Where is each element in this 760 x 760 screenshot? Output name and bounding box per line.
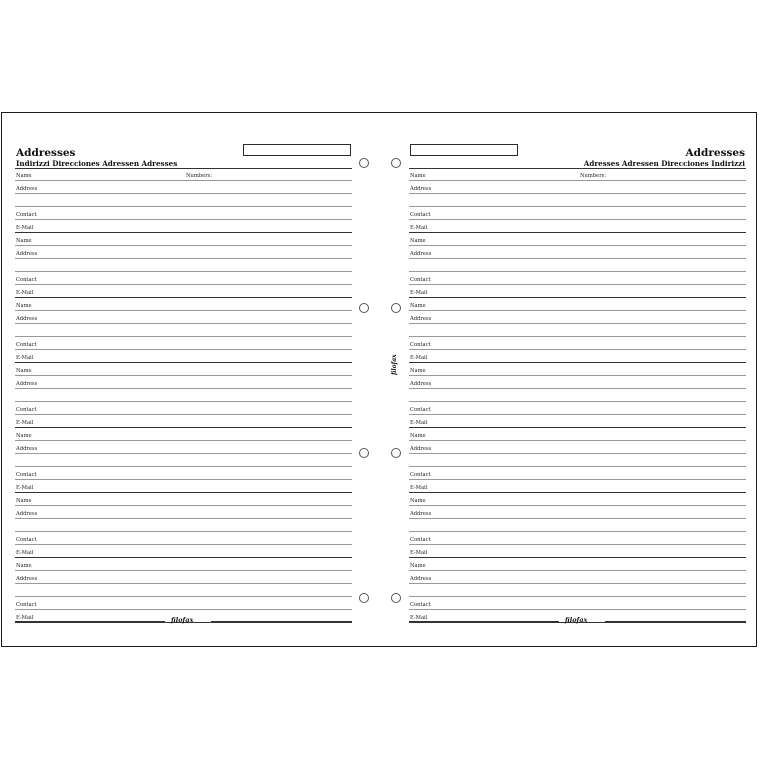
page-title: Addresses bbox=[16, 147, 76, 159]
entry-name-label: Name bbox=[410, 367, 426, 374]
entry-contact-label: Contact bbox=[16, 536, 37, 543]
entry-email-label: E-Mail bbox=[16, 354, 34, 361]
numbers-line[interactable] bbox=[184, 571, 352, 584]
numbers-line[interactable] bbox=[578, 493, 746, 506]
entry-name-label: Name bbox=[16, 237, 32, 244]
entry-address-label: Address bbox=[16, 510, 38, 517]
numbers-line[interactable] bbox=[184, 402, 352, 415]
numbers-line[interactable] bbox=[184, 363, 352, 376]
planner-spread bbox=[1, 112, 757, 647]
entry-name-label: Name bbox=[410, 497, 426, 504]
ring-hole bbox=[359, 593, 369, 603]
numbers-line[interactable] bbox=[578, 506, 746, 519]
entry-contact-label: Contact bbox=[16, 601, 37, 608]
entry-address-label: Address bbox=[410, 445, 432, 452]
numbers-line[interactable] bbox=[578, 259, 746, 272]
numbers-line[interactable] bbox=[184, 506, 352, 519]
numbers-line[interactable] bbox=[578, 337, 746, 350]
entry-address-label: Address bbox=[410, 575, 432, 582]
numbers-line[interactable] bbox=[184, 454, 352, 467]
footer-rule-left bbox=[409, 621, 559, 622]
numbers-line[interactable] bbox=[578, 480, 746, 493]
numbers-line[interactable] bbox=[184, 168, 352, 181]
numbers-line[interactable] bbox=[578, 571, 746, 584]
numbers-label: Numbers: bbox=[580, 172, 607, 179]
numbers-line[interactable] bbox=[184, 480, 352, 493]
numbers-line[interactable] bbox=[184, 493, 352, 506]
numbers-line[interactable] bbox=[184, 233, 352, 246]
numbers-line[interactable] bbox=[184, 389, 352, 402]
numbers-line[interactable] bbox=[578, 207, 746, 220]
numbers-line[interactable] bbox=[578, 558, 746, 571]
entry-address-label: Address bbox=[410, 250, 432, 257]
entry-contact-label: Contact bbox=[16, 471, 37, 478]
numbers-line[interactable] bbox=[184, 376, 352, 389]
numbers-line[interactable] bbox=[184, 350, 352, 363]
numbers-line[interactable] bbox=[578, 389, 746, 402]
numbers-line[interactable] bbox=[184, 428, 352, 441]
footer-rule-right bbox=[211, 621, 352, 622]
ring-hole bbox=[391, 448, 401, 458]
entry-email-label: E-Mail bbox=[410, 224, 428, 231]
numbers-line[interactable] bbox=[184, 259, 352, 272]
left-page bbox=[15, 113, 352, 646]
ring-hole bbox=[391, 158, 401, 168]
entry-contact-label: Contact bbox=[16, 211, 37, 218]
numbers-line[interactable] bbox=[578, 454, 746, 467]
entry-email-label: E-Mail bbox=[410, 289, 428, 296]
entry-contact-label: Contact bbox=[16, 406, 37, 413]
numbers-label: Numbers: bbox=[186, 172, 213, 179]
footer-rule-right bbox=[605, 621, 746, 622]
numbers-line[interactable] bbox=[578, 194, 746, 207]
numbers-line[interactable] bbox=[184, 298, 352, 311]
page-subtitle: Adresses Adressen Direcciones Indirizzi bbox=[583, 159, 745, 168]
entry-contact-label: Contact bbox=[410, 341, 431, 348]
numbers-line[interactable] bbox=[184, 545, 352, 558]
entry-name-label: Name bbox=[410, 562, 426, 569]
entry-email-label: E-Mail bbox=[410, 614, 428, 621]
numbers-line[interactable] bbox=[184, 324, 352, 337]
numbers-line[interactable] bbox=[578, 168, 746, 181]
numbers-line[interactable] bbox=[578, 285, 746, 298]
entry-contact-label: Contact bbox=[410, 406, 431, 413]
numbers-line[interactable] bbox=[184, 181, 352, 194]
entry-email-label: E-Mail bbox=[16, 549, 34, 556]
numbers-line[interactable] bbox=[578, 441, 746, 454]
page-subtitle: Indirizzi Direcciones Adressen Adresses bbox=[16, 159, 178, 168]
entry-name-label: Name bbox=[16, 172, 32, 179]
footer-rule-left bbox=[15, 621, 165, 622]
entry-email-label: E-Mail bbox=[410, 484, 428, 491]
entry-address-label: Address bbox=[410, 380, 432, 387]
numbers-line[interactable] bbox=[184, 467, 352, 480]
entry-name-label: Name bbox=[16, 367, 32, 374]
numbers-column bbox=[184, 168, 352, 623]
entry-email-label: E-Mail bbox=[410, 549, 428, 556]
brand-logo: filofax bbox=[565, 616, 588, 624]
entry-address-label: Address bbox=[16, 315, 38, 322]
entry-contact-label: Contact bbox=[16, 276, 37, 283]
spine-brand-logo: filofax bbox=[391, 354, 398, 375]
page-footer bbox=[409, 614, 746, 625]
numbers-line[interactable] bbox=[184, 272, 352, 285]
numbers-line[interactable] bbox=[578, 350, 746, 363]
index-tab-field[interactable] bbox=[410, 144, 518, 156]
numbers-line[interactable] bbox=[184, 220, 352, 233]
entry-name-label: Name bbox=[410, 172, 426, 179]
entry-name-label: Name bbox=[16, 497, 32, 504]
numbers-line[interactable] bbox=[578, 467, 746, 480]
entry-email-label: E-Mail bbox=[410, 354, 428, 361]
entry-name-label: Name bbox=[410, 237, 426, 244]
numbers-line[interactable] bbox=[578, 428, 746, 441]
numbers-line[interactable] bbox=[578, 246, 746, 259]
entry-address-label: Address bbox=[16, 445, 38, 452]
entry-name-label: Name bbox=[16, 562, 32, 569]
numbers-line[interactable] bbox=[578, 220, 746, 233]
numbers-line[interactable] bbox=[578, 584, 746, 597]
numbers-line[interactable] bbox=[578, 233, 746, 246]
page-title: Addresses bbox=[685, 147, 745, 159]
page-footer bbox=[15, 614, 352, 625]
entry-contact-label: Contact bbox=[410, 471, 431, 478]
numbers-line[interactable] bbox=[578, 298, 746, 311]
numbers-line[interactable] bbox=[184, 441, 352, 454]
entry-name-label: Name bbox=[410, 302, 426, 309]
ring-hole bbox=[359, 448, 369, 458]
entry-contact-label: Contact bbox=[410, 211, 431, 218]
entry-address-label: Address bbox=[410, 185, 432, 192]
numbers-line[interactable] bbox=[184, 207, 352, 220]
numbers-line[interactable] bbox=[184, 519, 352, 532]
numbers-line[interactable] bbox=[184, 194, 352, 207]
numbers-line[interactable] bbox=[184, 558, 352, 571]
numbers-line[interactable] bbox=[578, 402, 746, 415]
entry-address-label: Address bbox=[16, 380, 38, 387]
entry-name-label: Name bbox=[410, 432, 426, 439]
numbers-line[interactable] bbox=[578, 545, 746, 558]
entry-address-label: Address bbox=[16, 185, 38, 192]
entry-address-label: Address bbox=[410, 315, 432, 322]
entry-email-label: E-Mail bbox=[16, 419, 34, 426]
numbers-line[interactable] bbox=[184, 246, 352, 259]
entry-contact-label: Contact bbox=[16, 341, 37, 348]
entry-contact-label: Contact bbox=[410, 536, 431, 543]
right-page bbox=[409, 113, 746, 646]
entry-name-label: Name bbox=[16, 432, 32, 439]
ring-hole bbox=[391, 303, 401, 313]
numbers-line[interactable] bbox=[578, 415, 746, 428]
numbers-line[interactable] bbox=[184, 311, 352, 324]
ring-hole bbox=[391, 593, 401, 603]
entry-email-label: E-Mail bbox=[16, 289, 34, 296]
numbers-line[interactable] bbox=[184, 337, 352, 350]
entry-address-label: Address bbox=[16, 250, 38, 257]
entry-email-label: E-Mail bbox=[16, 484, 34, 491]
entry-address-label: Address bbox=[410, 510, 432, 517]
numbers-line[interactable] bbox=[578, 181, 746, 194]
numbers-line[interactable] bbox=[578, 597, 746, 610]
numbers-line[interactable] bbox=[184, 532, 352, 545]
numbers-line[interactable] bbox=[578, 311, 746, 324]
numbers-column bbox=[578, 168, 746, 623]
numbers-line[interactable] bbox=[578, 519, 746, 532]
numbers-line[interactable] bbox=[578, 272, 746, 285]
index-tab-field[interactable] bbox=[243, 144, 351, 156]
numbers-line[interactable] bbox=[184, 584, 352, 597]
entry-contact-label: Contact bbox=[410, 276, 431, 283]
entry-email-label: E-Mail bbox=[16, 614, 34, 621]
entry-email-label: E-Mail bbox=[410, 419, 428, 426]
entry-address-label: Address bbox=[16, 575, 38, 582]
numbers-line[interactable] bbox=[184, 597, 352, 610]
brand-logo: filofax bbox=[171, 616, 194, 624]
ring-hole bbox=[359, 158, 369, 168]
numbers-line[interactable] bbox=[184, 285, 352, 298]
numbers-line[interactable] bbox=[578, 363, 746, 376]
entry-email-label: E-Mail bbox=[16, 224, 34, 231]
numbers-line[interactable] bbox=[578, 532, 746, 545]
entry-contact-label: Contact bbox=[410, 601, 431, 608]
entry-name-label: Name bbox=[16, 302, 32, 309]
numbers-line[interactable] bbox=[184, 415, 352, 428]
numbers-line[interactable] bbox=[578, 324, 746, 337]
numbers-line[interactable] bbox=[578, 376, 746, 389]
ring-hole bbox=[359, 303, 369, 313]
